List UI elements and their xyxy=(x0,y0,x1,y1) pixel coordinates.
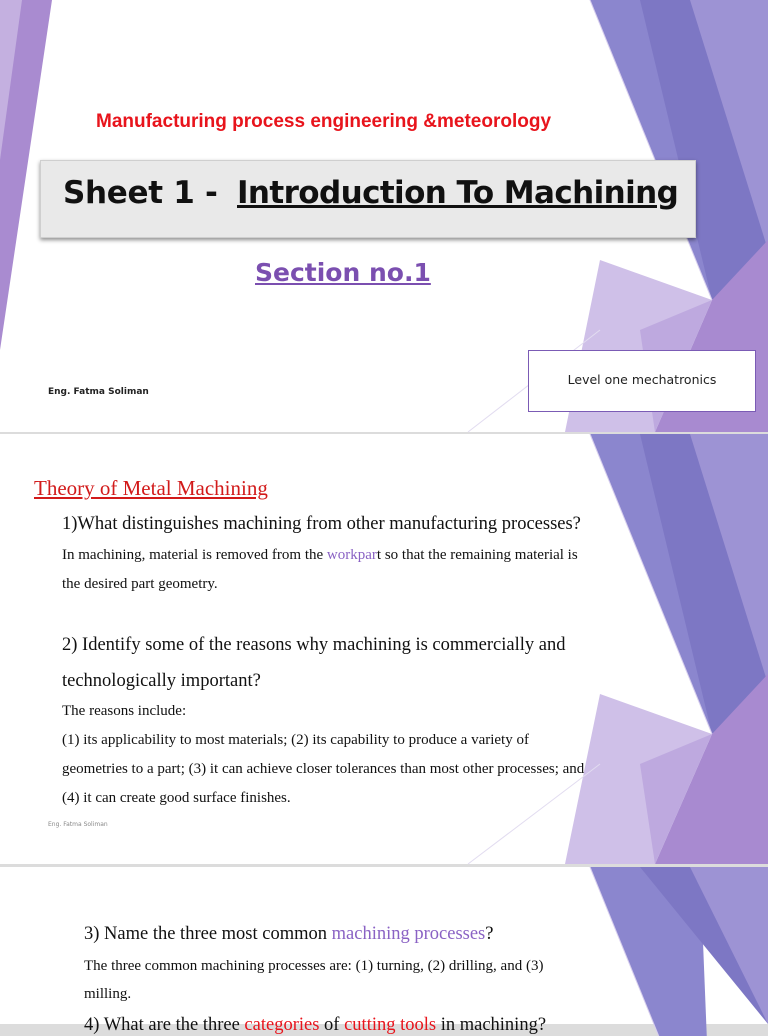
question-text: in machining? xyxy=(436,1015,547,1035)
sheet-title-box xyxy=(40,160,696,238)
answer-text: In machining, material is removed from the xyxy=(62,547,327,563)
question-1: 1)What distinguishes machining from other manufacturing processes? xyxy=(62,514,581,534)
answer-3-line-1: The three common machining processes are: (1) turning, (2) drilling, and (3) xyxy=(84,958,544,974)
sheet-title: Introduction To Machining xyxy=(237,175,679,211)
highlight-text: cutting tools xyxy=(344,1015,437,1035)
highlight-text: categories xyxy=(244,1015,320,1035)
sheet-prefix: Sheet 1 - xyxy=(63,175,218,211)
question-4 xyxy=(84,1015,546,1036)
question-text: ? xyxy=(485,924,494,944)
answer-2-intro: The reasons include: xyxy=(62,703,187,719)
level-label: Level one mechatronics xyxy=(567,372,717,387)
question-text: 4) What are the three xyxy=(84,1015,245,1035)
answer-2-line-1: (1) its applicability to most materials; (2) its capability to produce a variety of xyxy=(62,732,529,748)
subject-title: Manufacturing process engineering &meteorology xyxy=(96,111,552,132)
answer-1-line-2: the desired part geometry. xyxy=(62,576,218,592)
question-text: of xyxy=(319,1015,345,1035)
question-2-line-1: 2) Identify some of the reasons why machining is commercially and xyxy=(62,635,566,655)
slide-title xyxy=(0,0,768,432)
question-2-line-2: technologically important? xyxy=(62,671,261,691)
author-name: Eng. Fatma Soliman xyxy=(48,387,149,397)
answer-2-line-3: (4) it can create good surface finishes. xyxy=(62,790,291,806)
answer-text: t so that the remaining material is xyxy=(376,547,578,563)
question-3 xyxy=(84,924,493,945)
section-heading: Theory of Metal Machining xyxy=(34,476,268,500)
slide-theory xyxy=(0,434,768,864)
question-text: 3) Name the three most common xyxy=(84,924,332,944)
answer-2-line-2: geometries to a part; (3) it can achieve closer tolerances than most other processes; and xyxy=(62,761,585,777)
highlight-text: machining processes xyxy=(331,924,486,944)
slide-processes xyxy=(0,867,768,1035)
level-box xyxy=(528,350,756,412)
answer-3-line-2: milling. xyxy=(84,986,132,1002)
answer-1-line-1 xyxy=(62,547,578,564)
highlight-text: workpar xyxy=(326,547,377,563)
footer-author: Eng. Fatma Soliman xyxy=(48,821,108,828)
section-label: Section no.1 xyxy=(255,258,431,287)
